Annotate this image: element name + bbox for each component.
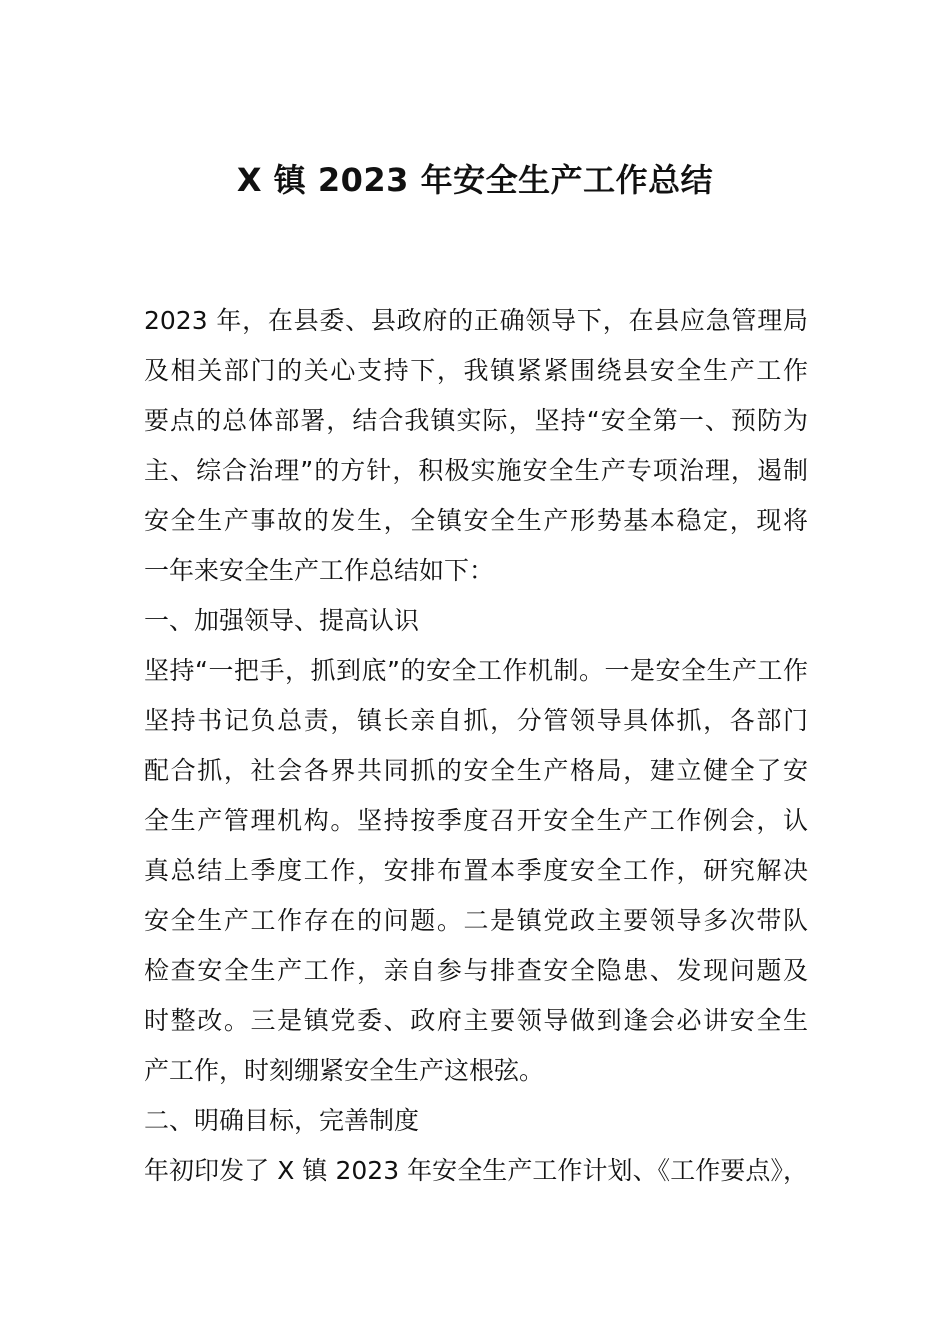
text-line: 要点的总体部署，结合我镇实际，坚持“安全第一、预防为 xyxy=(144,406,808,435)
text-line: 2023 年，在县委、县政府的正确领导下，在县应急管理局 xyxy=(144,306,808,335)
text-line: 配合抓，社会各界共同抓的安全生产格局，建立健全了安 xyxy=(144,756,808,785)
document-title: X 镇 2023 年安全生产工作总结 xyxy=(236,161,714,199)
text-line: 坚持“一把手，抓到底”的安全工作机制。一是安全生产工作 xyxy=(144,656,808,685)
text-line: 产工作，时刻绷紧安全生产这根弦。 xyxy=(144,1056,545,1085)
text-line: 主、综合治理”的方针，积极实施安全生产专项治理，遏制 xyxy=(144,456,808,485)
text-line: 安全生产工作存在的问题。二是镇党政主要领导多次带队 xyxy=(144,906,808,935)
text-line: 年初印发了 X 镇 2023 年安全生产工作计划、《工作要点》， xyxy=(144,1156,808,1185)
text-line: 坚持书记负总责，镇长亲自抓，分管领导具体抓，各部门 xyxy=(144,706,808,735)
document-body xyxy=(144,296,808,1196)
text-line: 全生产管理机构。坚持按季度召开安全生产工作例会，认 xyxy=(144,806,808,835)
text-line: 及相关部门的关心支持下，我镇紧紧围绕县安全生产工作 xyxy=(144,356,808,385)
text-line: 二、明确目标，完善制度 xyxy=(144,1106,420,1135)
text-line: 时整改。三是镇党委、政府主要领导做到逢会必讲安全生 xyxy=(144,1006,808,1035)
text-line: 一、加强领导、提高认识 xyxy=(144,606,420,635)
text-line: 真总结上季度工作，安排布置本季度安全工作，研究解决 xyxy=(144,856,808,885)
text-line: 检查安全生产工作，亲自参与排查安全隐患、发现问题及 xyxy=(144,956,808,985)
text-line: 一年来安全生产工作总结如下： xyxy=(144,556,495,585)
text-line: 安全生产事故的发生，全镇安全生产形势基本稳定，现将 xyxy=(144,506,808,535)
